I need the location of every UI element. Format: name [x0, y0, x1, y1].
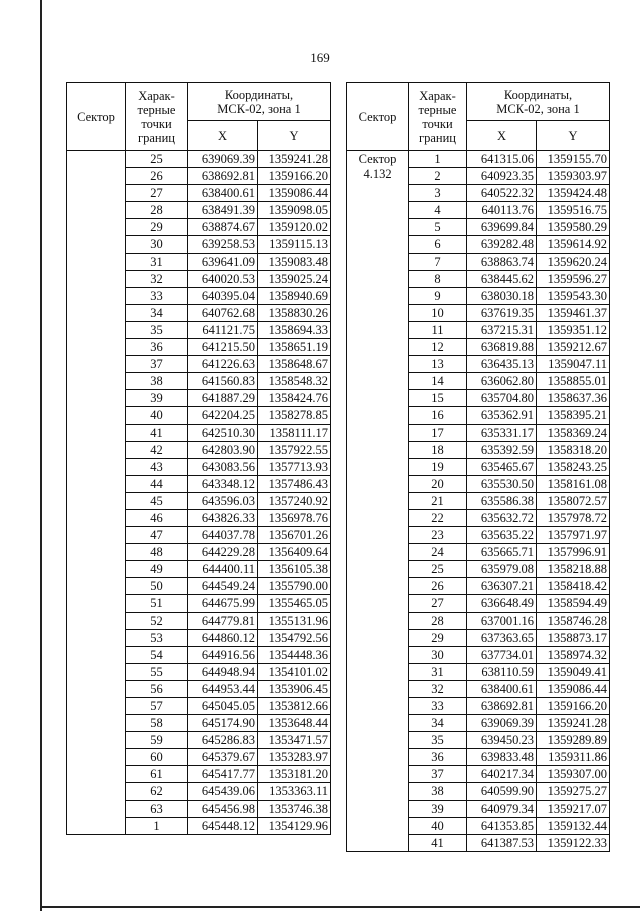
- point-number-cell: 11: [409, 321, 467, 338]
- y-coordinate-cell: 1359516.75: [537, 202, 610, 219]
- y-coordinate-cell: 1358651.19: [258, 339, 331, 356]
- sector-cell: [67, 151, 126, 835]
- header-coordinates-line: Координаты,: [503, 87, 573, 102]
- y-coordinate-cell: 1353181.20: [258, 766, 331, 783]
- x-coordinate-cell: 640923.35: [467, 168, 537, 185]
- page-frame-bottom-edge: [40, 906, 640, 908]
- x-coordinate-cell: 645417.77: [188, 766, 258, 783]
- point-number-cell: 63: [126, 800, 188, 817]
- point-number-cell: 16: [409, 407, 467, 424]
- x-coordinate-cell: 644400.11: [188, 561, 258, 578]
- y-coordinate-cell: 1358318.20: [537, 441, 610, 458]
- y-coordinate-cell: 1357922.55: [258, 441, 331, 458]
- x-coordinate-cell: 644916.56: [188, 646, 258, 663]
- x-coordinate-cell: 636062.80: [467, 373, 537, 390]
- point-number-cell: 48: [126, 544, 188, 561]
- x-coordinate-cell: 645379.67: [188, 749, 258, 766]
- x-coordinate-cell: 641560.83: [188, 373, 258, 390]
- x-coordinate-cell: 638692.81: [188, 168, 258, 185]
- point-number-cell: 59: [126, 732, 188, 749]
- point-number-cell: 56: [126, 680, 188, 697]
- y-coordinate-cell: 1359166.20: [258, 168, 331, 185]
- y-coordinate-cell: 1354129.96: [258, 817, 331, 834]
- header-boundary-points: [126, 83, 188, 151]
- y-coordinate-cell: 1358648.67: [258, 356, 331, 373]
- x-coordinate-cell: 635362.91: [467, 407, 537, 424]
- x-coordinate-cell: 635392.59: [467, 441, 537, 458]
- point-number-cell: 31: [126, 253, 188, 270]
- header-coordinates: [188, 83, 331, 121]
- x-coordinate-cell: 637215.31: [467, 321, 537, 338]
- x-coordinate-cell: 644860.12: [188, 629, 258, 646]
- x-coordinate-cell: 635530.50: [467, 475, 537, 492]
- y-coordinate-cell: 1358974.32: [537, 646, 610, 663]
- x-coordinate-cell: 639258.53: [188, 236, 258, 253]
- x-coordinate-cell: 639282.48: [467, 236, 537, 253]
- point-number-cell: 32: [126, 270, 188, 287]
- x-coordinate-cell: 635665.71: [467, 544, 537, 561]
- coordinates-table-left: [66, 82, 331, 835]
- y-coordinate-cell: 1358637.36: [537, 390, 610, 407]
- x-coordinate-cell: 641887.29: [188, 390, 258, 407]
- point-number-cell: 55: [126, 663, 188, 680]
- y-coordinate-cell: 1359122.33: [537, 834, 610, 851]
- point-number-cell: 50: [126, 578, 188, 595]
- point-number-cell: 5: [409, 219, 467, 236]
- point-number-cell: 43: [126, 458, 188, 475]
- point-number-cell: 27: [409, 595, 467, 612]
- y-coordinate-cell: 1359049.41: [537, 663, 610, 680]
- x-coordinate-cell: 638491.39: [188, 202, 258, 219]
- point-number-cell: 34: [126, 304, 188, 321]
- point-number-cell: 4: [409, 202, 467, 219]
- y-coordinate-cell: 1359217.07: [537, 800, 610, 817]
- point-number-cell: 25: [126, 151, 188, 168]
- x-coordinate-cell: 636307.21: [467, 578, 537, 595]
- y-coordinate-cell: 1358243.25: [537, 458, 610, 475]
- point-number-cell: 57: [126, 698, 188, 715]
- header-coordinates-line: МСК-02, зона 1: [217, 101, 301, 116]
- point-number-cell: 30: [409, 646, 467, 663]
- y-coordinate-cell: 1354448.36: [258, 646, 331, 663]
- x-coordinate-cell: 643348.12: [188, 475, 258, 492]
- y-coordinate-cell: 1358830.26: [258, 304, 331, 321]
- x-coordinate-cell: 642803.90: [188, 441, 258, 458]
- header-points-line: границ: [138, 130, 175, 145]
- header-points-line: терные: [137, 102, 176, 117]
- point-number-cell: 29: [126, 219, 188, 236]
- header-points-line: точки: [422, 116, 453, 131]
- x-coordinate-cell: 644549.24: [188, 578, 258, 595]
- x-coordinate-cell: 640020.53: [188, 270, 258, 287]
- y-coordinate-cell: 1355465.05: [258, 595, 331, 612]
- point-number-cell: 38: [126, 373, 188, 390]
- y-coordinate-cell: 1358855.01: [537, 373, 610, 390]
- x-coordinate-cell: 641353.85: [467, 817, 537, 834]
- point-number-cell: 53: [126, 629, 188, 646]
- point-number-cell: 32: [409, 680, 467, 697]
- y-coordinate-cell: 1353906.45: [258, 680, 331, 697]
- y-coordinate-cell: 1357996.91: [537, 544, 610, 561]
- y-coordinate-cell: 1359120.02: [258, 219, 331, 236]
- y-coordinate-cell: 1356409.64: [258, 544, 331, 561]
- y-coordinate-cell: 1359025.24: [258, 270, 331, 287]
- x-coordinate-cell: 643826.33: [188, 509, 258, 526]
- table-row: [347, 151, 610, 168]
- point-number-cell: 27: [126, 185, 188, 202]
- x-coordinate-cell: 639450.23: [467, 732, 537, 749]
- point-number-cell: 28: [409, 612, 467, 629]
- x-coordinate-cell: 642204.25: [188, 407, 258, 424]
- point-number-cell: 37: [409, 766, 467, 783]
- y-coordinate-cell: 1359275.27: [537, 783, 610, 800]
- x-coordinate-cell: 638692.81: [467, 698, 537, 715]
- y-coordinate-cell: 1353363.11: [258, 783, 331, 800]
- x-coordinate-cell: 641387.53: [467, 834, 537, 851]
- x-coordinate-cell: 636435.13: [467, 356, 537, 373]
- x-coordinate-cell: 637363.65: [467, 629, 537, 646]
- header-x: X: [188, 121, 258, 151]
- point-number-cell: 36: [126, 339, 188, 356]
- x-coordinate-cell: 645448.12: [188, 817, 258, 834]
- x-coordinate-cell: 637001.16: [467, 612, 537, 629]
- x-coordinate-cell: 643596.03: [188, 492, 258, 509]
- header-sector: Сектор: [347, 83, 409, 151]
- point-number-cell: 31: [409, 663, 467, 680]
- sector-number: 4.132: [363, 167, 392, 181]
- y-coordinate-cell: 1354792.56: [258, 629, 331, 646]
- y-coordinate-cell: 1359307.00: [537, 766, 610, 783]
- x-coordinate-cell: 639069.39: [188, 151, 258, 168]
- point-number-cell: 33: [409, 698, 467, 715]
- point-number-cell: 17: [409, 424, 467, 441]
- point-number-cell: 29: [409, 629, 467, 646]
- y-coordinate-cell: 1358418.42: [537, 578, 610, 595]
- header-points-line: Харак-: [138, 88, 175, 103]
- point-number-cell: 45: [126, 492, 188, 509]
- y-coordinate-cell: 1357978.72: [537, 509, 610, 526]
- y-coordinate-cell: 1358111.17: [258, 424, 331, 441]
- x-coordinate-cell: 636648.49: [467, 595, 537, 612]
- x-coordinate-cell: 640395.04: [188, 287, 258, 304]
- point-number-cell: 3: [409, 185, 467, 202]
- point-number-cell: 7: [409, 253, 467, 270]
- point-number-cell: 46: [126, 509, 188, 526]
- x-coordinate-cell: 644779.81: [188, 612, 258, 629]
- y-coordinate-cell: 1359543.30: [537, 287, 610, 304]
- point-number-cell: 18: [409, 441, 467, 458]
- x-coordinate-cell: 637619.35: [467, 304, 537, 321]
- x-coordinate-cell: 635586.38: [467, 492, 537, 509]
- point-number-cell: 21: [409, 492, 467, 509]
- x-coordinate-cell: 639641.09: [188, 253, 258, 270]
- coordinates-table-right: [346, 82, 610, 852]
- point-number-cell: 39: [409, 800, 467, 817]
- page-number: 169: [310, 50, 330, 65]
- y-coordinate-cell: 1359303.97: [537, 168, 610, 185]
- x-coordinate-cell: 635632.72: [467, 509, 537, 526]
- y-coordinate-cell: 1359580.29: [537, 219, 610, 236]
- point-number-cell: 28: [126, 202, 188, 219]
- y-coordinate-cell: 1359620.24: [537, 253, 610, 270]
- point-number-cell: 39: [126, 390, 188, 407]
- x-coordinate-cell: 638110.59: [467, 663, 537, 680]
- y-coordinate-cell: 1358548.32: [258, 373, 331, 390]
- y-coordinate-cell: 1358218.88: [537, 561, 610, 578]
- y-coordinate-cell: 1359132.44: [537, 817, 610, 834]
- y-coordinate-cell: 1358694.33: [258, 321, 331, 338]
- x-coordinate-cell: 638445.62: [467, 270, 537, 287]
- point-number-cell: 1: [126, 817, 188, 834]
- header-y: Y: [258, 121, 331, 151]
- y-coordinate-cell: 1358746.28: [537, 612, 610, 629]
- point-number-cell: 24: [409, 544, 467, 561]
- y-coordinate-cell: 1353746.38: [258, 800, 331, 817]
- header-coordinates: [467, 83, 610, 121]
- header-points-line: точки: [141, 116, 172, 131]
- y-coordinate-cell: 1353812.66: [258, 698, 331, 715]
- x-coordinate-cell: 641121.75: [188, 321, 258, 338]
- x-coordinate-cell: 642510.30: [188, 424, 258, 441]
- point-number-cell: 1: [409, 151, 467, 168]
- point-number-cell: 61: [126, 766, 188, 783]
- point-number-cell: 14: [409, 373, 467, 390]
- point-number-cell: 47: [126, 527, 188, 544]
- y-coordinate-cell: 1356105.38: [258, 561, 331, 578]
- point-number-cell: 40: [126, 407, 188, 424]
- y-coordinate-cell: 1353471.57: [258, 732, 331, 749]
- point-number-cell: 52: [126, 612, 188, 629]
- x-coordinate-cell: 635704.80: [467, 390, 537, 407]
- x-coordinate-cell: 640979.34: [467, 800, 537, 817]
- x-coordinate-cell: 645286.83: [188, 732, 258, 749]
- point-number-cell: 33: [126, 287, 188, 304]
- y-coordinate-cell: 1359614.92: [537, 236, 610, 253]
- y-coordinate-cell: 1359241.28: [258, 151, 331, 168]
- header-y: Y: [537, 121, 610, 151]
- point-number-cell: 26: [126, 168, 188, 185]
- x-coordinate-cell: 639699.84: [467, 219, 537, 236]
- x-coordinate-cell: 644037.78: [188, 527, 258, 544]
- x-coordinate-cell: 637734.01: [467, 646, 537, 663]
- point-number-cell: 41: [409, 834, 467, 851]
- x-coordinate-cell: 639069.39: [467, 715, 537, 732]
- y-coordinate-cell: 1355790.00: [258, 578, 331, 595]
- y-coordinate-cell: 1358873.17: [537, 629, 610, 646]
- x-coordinate-cell: 636819.88: [467, 339, 537, 356]
- x-coordinate-cell: 645456.98: [188, 800, 258, 817]
- y-coordinate-cell: 1358072.57: [537, 492, 610, 509]
- y-coordinate-cell: 1359086.44: [258, 185, 331, 202]
- y-coordinate-cell: 1353648.44: [258, 715, 331, 732]
- x-coordinate-cell: 635331.17: [467, 424, 537, 441]
- point-number-cell: 54: [126, 646, 188, 663]
- x-coordinate-cell: 635465.67: [467, 458, 537, 475]
- y-coordinate-cell: 1356701.26: [258, 527, 331, 544]
- point-number-cell: 10: [409, 304, 467, 321]
- point-number-cell: 2: [409, 168, 467, 185]
- point-number-cell: 36: [409, 749, 467, 766]
- point-number-cell: 25: [409, 561, 467, 578]
- header-sector: Сектор: [67, 83, 126, 151]
- point-number-cell: 58: [126, 715, 188, 732]
- point-number-cell: 41: [126, 424, 188, 441]
- x-coordinate-cell: 641315.06: [467, 151, 537, 168]
- point-number-cell: 34: [409, 715, 467, 732]
- point-number-cell: 13: [409, 356, 467, 373]
- header-coordinates-line: Координаты,: [224, 87, 294, 102]
- point-number-cell: 42: [126, 441, 188, 458]
- y-coordinate-cell: 1359289.89: [537, 732, 610, 749]
- y-coordinate-cell: 1359083.48: [258, 253, 331, 270]
- y-coordinate-cell: 1358161.08: [537, 475, 610, 492]
- sector-cell: [347, 151, 409, 852]
- point-number-cell: 51: [126, 595, 188, 612]
- point-number-cell: 15: [409, 390, 467, 407]
- sector-name: Сектор: [358, 152, 397, 166]
- y-coordinate-cell: 1357486.43: [258, 475, 331, 492]
- page-frame-left-edge: [40, 0, 42, 911]
- x-coordinate-cell: 645439.06: [188, 783, 258, 800]
- point-number-cell: 22: [409, 509, 467, 526]
- y-coordinate-cell: 1357971.97: [537, 527, 610, 544]
- point-number-cell: 9: [409, 287, 467, 304]
- header-x: X: [467, 121, 537, 151]
- x-coordinate-cell: 640599.90: [467, 783, 537, 800]
- x-coordinate-cell: 644948.94: [188, 663, 258, 680]
- y-coordinate-cell: 1359098.05: [258, 202, 331, 219]
- x-coordinate-cell: 640762.68: [188, 304, 258, 321]
- y-coordinate-cell: 1358594.49: [537, 595, 610, 612]
- point-number-cell: 20: [409, 475, 467, 492]
- y-coordinate-cell: 1359311.86: [537, 749, 610, 766]
- x-coordinate-cell: 643083.56: [188, 458, 258, 475]
- y-coordinate-cell: 1359241.28: [537, 715, 610, 732]
- point-number-cell: 44: [126, 475, 188, 492]
- y-coordinate-cell: 1359086.44: [537, 680, 610, 697]
- table-row: [67, 151, 331, 168]
- point-number-cell: 37: [126, 356, 188, 373]
- x-coordinate-cell: 640113.76: [467, 202, 537, 219]
- point-number-cell: 49: [126, 561, 188, 578]
- point-number-cell: 23: [409, 527, 467, 544]
- x-coordinate-cell: 644229.28: [188, 544, 258, 561]
- x-coordinate-cell: 645045.05: [188, 698, 258, 715]
- y-coordinate-cell: 1359424.48: [537, 185, 610, 202]
- y-coordinate-cell: 1359115.13: [258, 236, 331, 253]
- point-number-cell: 60: [126, 749, 188, 766]
- point-number-cell: 19: [409, 458, 467, 475]
- x-coordinate-cell: 638863.74: [467, 253, 537, 270]
- point-number-cell: 62: [126, 783, 188, 800]
- point-number-cell: 12: [409, 339, 467, 356]
- point-number-cell: 35: [126, 321, 188, 338]
- y-coordinate-cell: 1358424.76: [258, 390, 331, 407]
- y-coordinate-cell: 1358940.69: [258, 287, 331, 304]
- y-coordinate-cell: 1358278.85: [258, 407, 331, 424]
- x-coordinate-cell: 638400.61: [467, 680, 537, 697]
- y-coordinate-cell: 1359155.70: [537, 151, 610, 168]
- point-number-cell: 6: [409, 236, 467, 253]
- x-coordinate-cell: 644953.44: [188, 680, 258, 697]
- x-coordinate-cell: 638400.61: [188, 185, 258, 202]
- x-coordinate-cell: 635635.22: [467, 527, 537, 544]
- y-coordinate-cell: 1358369.24: [537, 424, 610, 441]
- y-coordinate-cell: 1353283.97: [258, 749, 331, 766]
- y-coordinate-cell: 1359047.11: [537, 356, 610, 373]
- x-coordinate-cell: 644675.99: [188, 595, 258, 612]
- x-coordinate-cell: 638030.18: [467, 287, 537, 304]
- header-points-line: Харак-: [419, 88, 456, 103]
- header-points-line: границ: [419, 130, 456, 145]
- x-coordinate-cell: 638874.67: [188, 219, 258, 236]
- point-number-cell: 35: [409, 732, 467, 749]
- point-number-cell: 8: [409, 270, 467, 287]
- point-number-cell: 26: [409, 578, 467, 595]
- y-coordinate-cell: 1355131.96: [258, 612, 331, 629]
- x-coordinate-cell: 640217.34: [467, 766, 537, 783]
- y-coordinate-cell: 1359461.37: [537, 304, 610, 321]
- y-coordinate-cell: 1359596.27: [537, 270, 610, 287]
- x-coordinate-cell: 641226.63: [188, 356, 258, 373]
- y-coordinate-cell: 1354101.02: [258, 663, 331, 680]
- point-number-cell: 38: [409, 783, 467, 800]
- header-boundary-points: [409, 83, 467, 151]
- y-coordinate-cell: 1357240.92: [258, 492, 331, 509]
- x-coordinate-cell: 640522.32: [467, 185, 537, 202]
- y-coordinate-cell: 1359166.20: [537, 698, 610, 715]
- x-coordinate-cell: 645174.90: [188, 715, 258, 732]
- point-number-cell: 30: [126, 236, 188, 253]
- header-points-line: терные: [418, 102, 457, 117]
- y-coordinate-cell: 1358395.21: [537, 407, 610, 424]
- header-coordinates-line: МСК-02, зона 1: [496, 101, 580, 116]
- x-coordinate-cell: 635979.08: [467, 561, 537, 578]
- x-coordinate-cell: 639833.48: [467, 749, 537, 766]
- x-coordinate-cell: 641215.50: [188, 339, 258, 356]
- y-coordinate-cell: 1356978.76: [258, 509, 331, 526]
- y-coordinate-cell: 1359351.12: [537, 321, 610, 338]
- point-number-cell: 40: [409, 817, 467, 834]
- y-coordinate-cell: 1359212.67: [537, 339, 610, 356]
- y-coordinate-cell: 1357713.93: [258, 458, 331, 475]
